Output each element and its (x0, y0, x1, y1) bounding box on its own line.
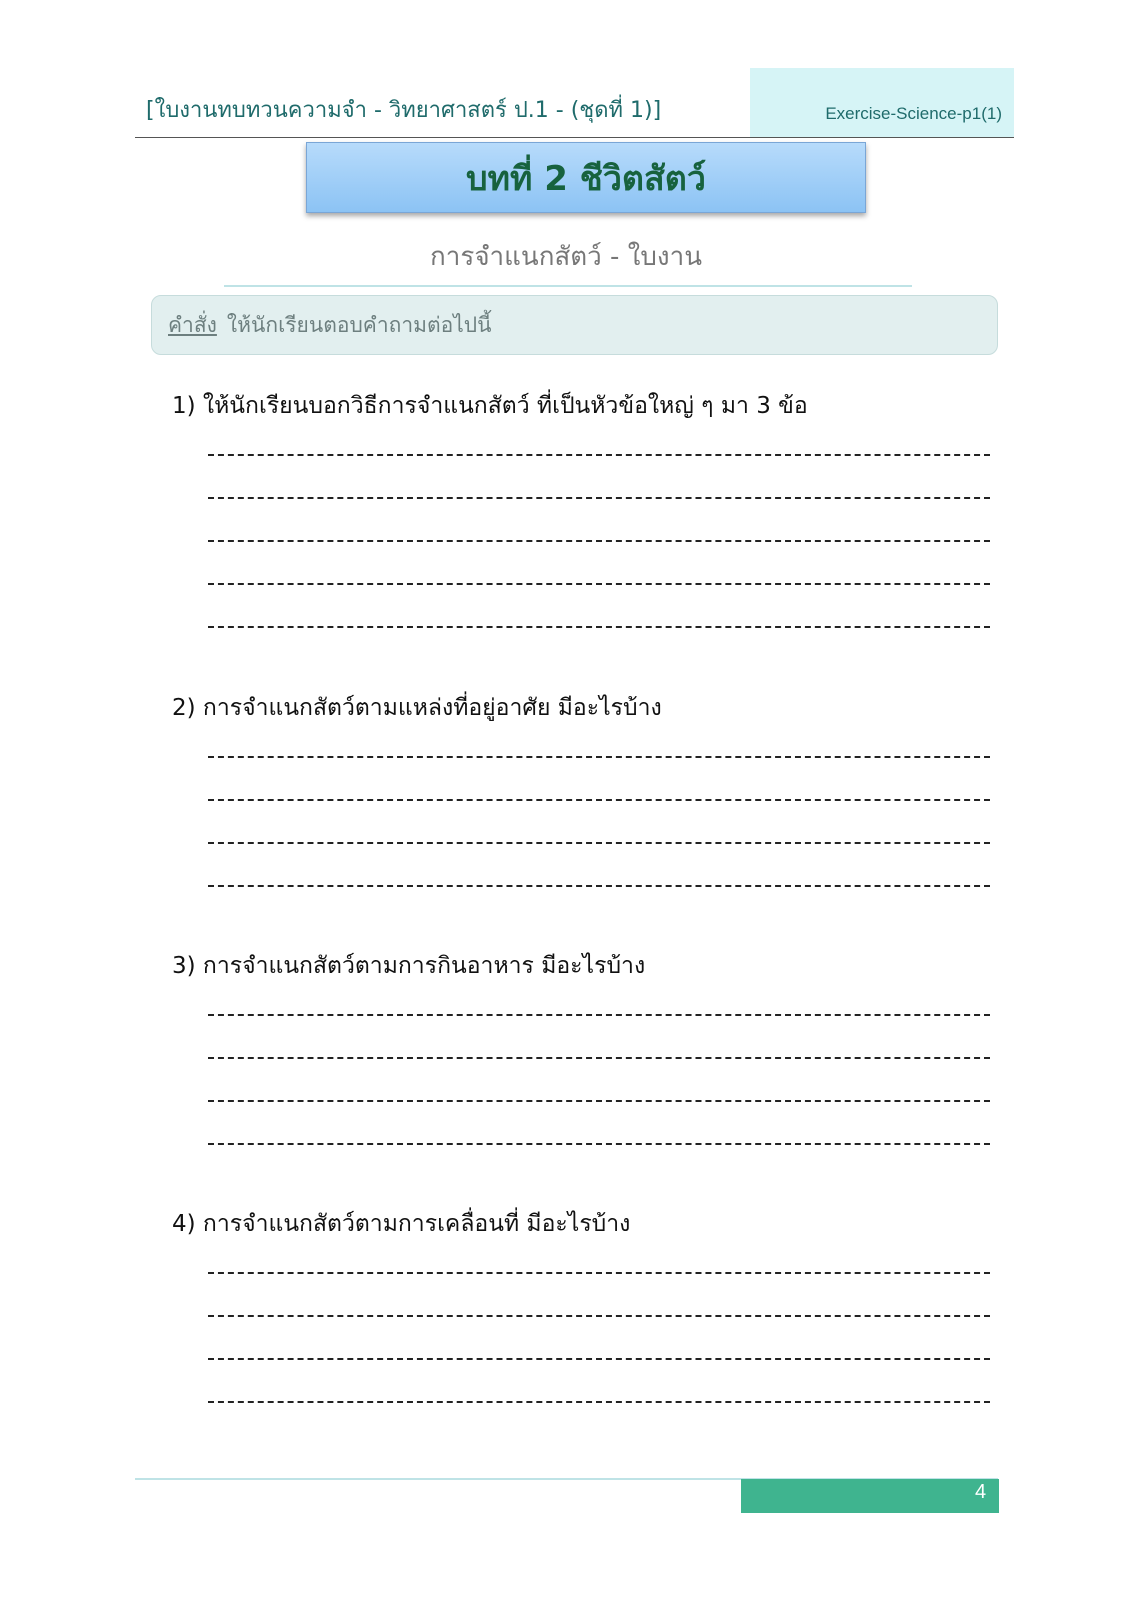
answer-line (208, 1143, 990, 1145)
page-number: 4 (975, 1481, 987, 1503)
answer-line (208, 885, 990, 887)
instructions-box (151, 295, 998, 355)
answer-line (208, 454, 990, 456)
answer-line (208, 1358, 990, 1360)
answer-line (208, 1315, 990, 1317)
chapter-title: บทที่ 2 ชีวิตสัตว์ (466, 158, 706, 199)
question-4: 4) การจำแนกสัตว์ตามการเคลื่อนที่ มีอะไรบ้าง (172, 1211, 631, 1237)
answer-line (208, 1401, 990, 1403)
chapter-title-banner (306, 142, 866, 213)
answer-line (208, 1014, 990, 1016)
instructions-label: คำสั่ง (168, 312, 217, 337)
answer-line (208, 842, 990, 844)
header-tab-background (750, 68, 1014, 137)
answer-line (208, 540, 990, 542)
header-code: Exercise-Science-p1(1) (825, 104, 1002, 123)
question-2: 2) การจำแนกสัตว์ตามแหล่งที่อยู่อาศัย มีอะไรบ้าง (172, 695, 662, 721)
header-divider (135, 137, 1014, 138)
question-3: 3) การจำแนกสัตว์ตามการกินอาหาร มีอะไรบ้าง (172, 953, 646, 979)
answer-line (208, 583, 990, 585)
answer-line (208, 1272, 990, 1274)
footer-page-tab (741, 1479, 999, 1513)
subtitle-divider (224, 285, 912, 287)
answer-line (208, 799, 990, 801)
header-title: [ใบงานทบทวนความจำ - วิทยาศาสตร์ ป.1 - (ชุดที่ 1)] (146, 98, 662, 123)
answer-line (208, 626, 990, 628)
instructions-text: ให้นักเรียนตอบคำถามต่อไปนี้ (226, 312, 492, 337)
answer-line (208, 756, 990, 758)
question-1: 1) ให้นักเรียนบอกวิธีการจำแนกสัตว์ ที่เป็นหัวข้อใหญ่ ๆ มา 3 ข้อ (172, 393, 808, 419)
answer-line (208, 1100, 990, 1102)
answer-line (208, 1057, 990, 1059)
worksheet-subtitle: การจำแนกสัตว์ - ใบงาน (430, 242, 702, 272)
answer-line (208, 497, 990, 499)
